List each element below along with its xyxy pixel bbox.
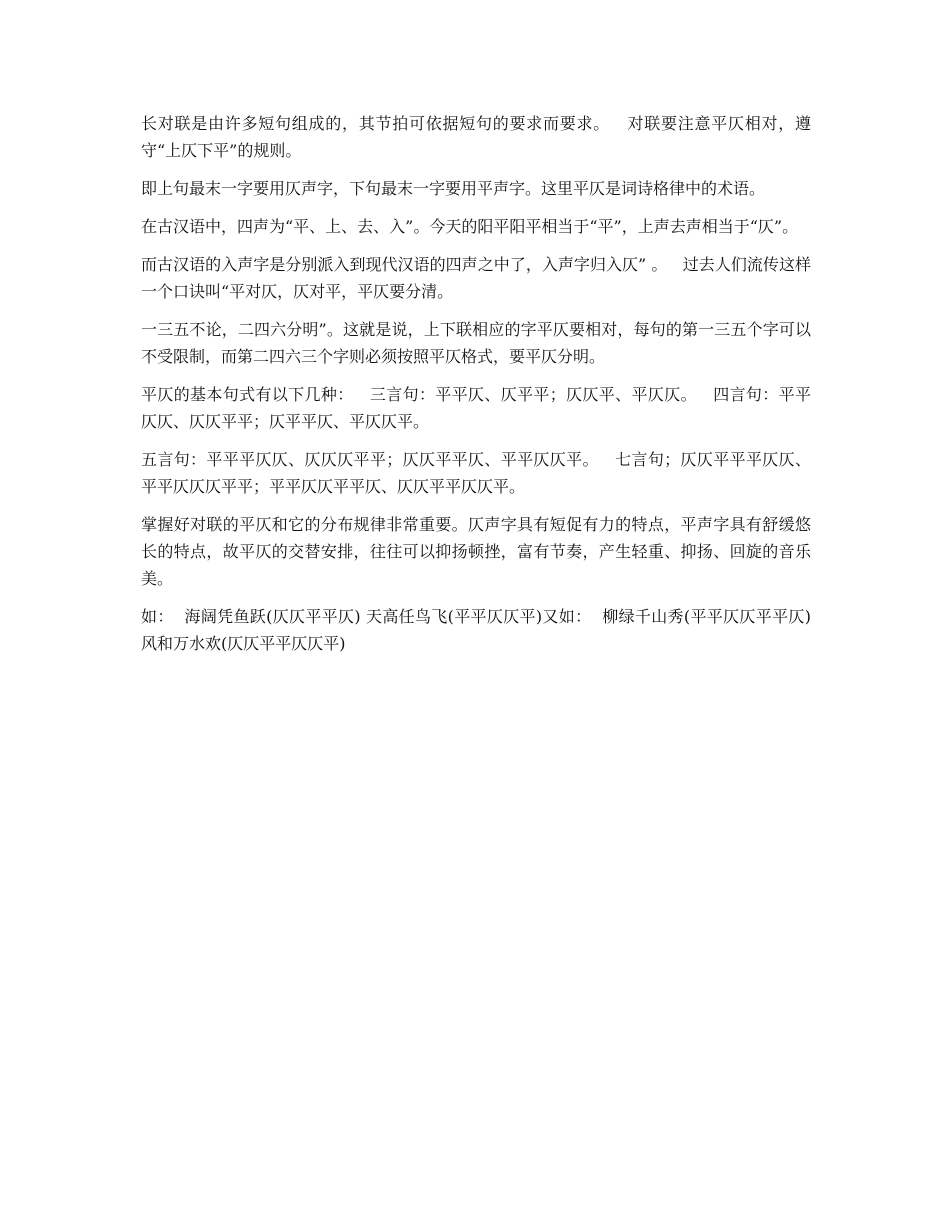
paragraph-3: 在古汉语中，四声为“平、上、去、入”。今天的阳平阳平相当于“平”，上声去声相当于“仄”。	[141, 217, 799, 236]
paragraph-9: 如： 海阔凭鱼跃(仄仄平平仄) 天高任鸟飞(平平仄仄平)又如： 柳绿千山秀(平平仄仄平平仄) 风和万水欢(仄仄平平仄仄平)	[141, 607, 817, 653]
paragraph-2: 即上句最末一字要用仄声字，下句最末一字要用平声字。这里平仄是词诗格律中的术语。	[141, 179, 766, 198]
paragraph-6: 平仄的基本句式有以下几种： 三言句：平平仄、仄平平；仄仄平、平仄仄。 四言句：平平仄仄、仄仄平平；仄平平仄、平仄仄平。	[141, 385, 811, 431]
paragraph-5: 一三五不论，二四六分明”。这就是说，上下联相应的字平仄要相对，每句的第一三五个字可以不受限制，而第二四六三个字则必须按照平仄格式，要平仄分明。	[141, 320, 811, 366]
paragraph-1: 长对联是由许多短句组成的，其节拍可依据短句的要求而要求。 对联要注意平仄相对，遵守“上仄下平”的规则。	[141, 114, 811, 160]
document-body	[141, 110, 817, 668]
paragraph-7: 五言句：平平平仄仄、仄仄仄平平；仄仄平平仄、平平仄仄平。 七言句；仄仄平平平仄仄、平平仄仄仄平平；平平仄仄平平仄、仄仄平平仄仄平。	[141, 450, 811, 496]
paragraph-8: 掌握好对联的平仄和它的分布规律非常重要。仄声字具有短促有力的特点，平声字具有舒缓悠长的特点，故平仄的交替安排，往往可以抑扬顿挫，富有节奏，产生轻重、抑扬、回旋的音乐美。	[141, 515, 811, 588]
paragraph-4: 而古汉语的入声字是分别派入到现代汉语的四声之中了，入声字归入仄” 。 过去人们流传这样一个口诀叫“平对仄，仄对平，平仄要分清。	[141, 255, 811, 301]
